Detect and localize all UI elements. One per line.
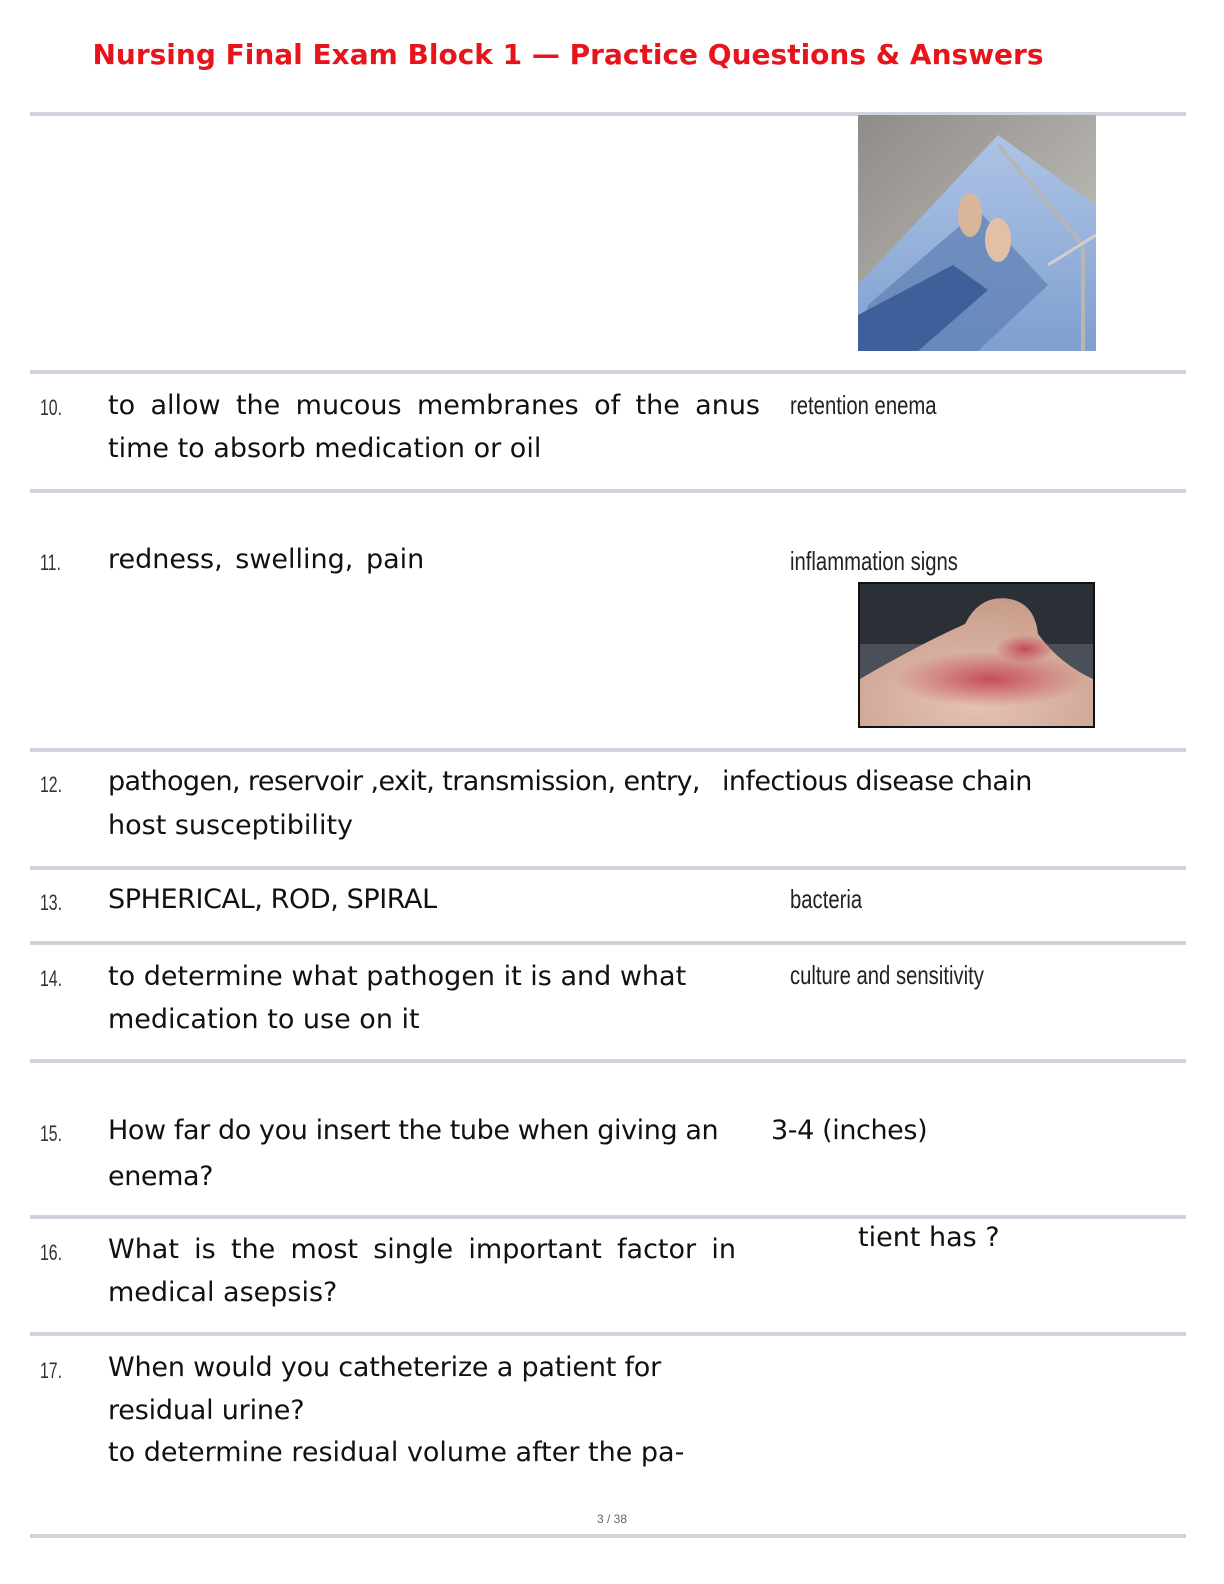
item-number: 13.: [40, 890, 63, 915]
divider: [30, 370, 1186, 374]
divider: [30, 1215, 1186, 1219]
divider: [30, 1059, 1186, 1063]
question-text: to allow the mucous membranes of the anus time to absorb medication or oil: [108, 390, 760, 464]
bed-cradle-photo: [858, 115, 1096, 351]
question-text: redness, swelling, pain: [108, 544, 425, 575]
divider: [30, 748, 1186, 752]
item-number: 12.: [40, 772, 63, 797]
divider: [30, 941, 1186, 945]
answer-text: tient has ?: [858, 1222, 1000, 1253]
question-text: SPHERICAL, ROD, SPIRAL: [108, 884, 437, 915]
answer-text: retention enema: [790, 390, 937, 420]
item-number: 16.: [40, 1240, 63, 1265]
question-text: pathogen, reservoir ,exit, transmission, entry,: [108, 766, 700, 797]
answer-text: inflammation signs: [790, 546, 958, 576]
answer-text: infectious disease chain: [722, 766, 1032, 797]
item-number: 14.: [40, 966, 63, 991]
page-title: Nursing Final Exam Block 1 — Practice Questions & Answers: [92, 38, 1044, 71]
divider: [30, 1534, 1186, 1538]
answer-text: 3-4 (inches): [771, 1115, 928, 1146]
question-text: host susceptibility: [108, 810, 354, 841]
item-number: 17.: [40, 1358, 63, 1383]
question-text: to determine what pathogen it is and what medication to use on it: [108, 961, 687, 1035]
page-number: 3 / 38: [596, 1512, 628, 1526]
divider: [30, 489, 1186, 493]
answer-text: bacteria: [790, 884, 863, 914]
item-number: 15.: [40, 1121, 63, 1146]
item-number: 11.: [40, 550, 61, 575]
question-text: What is the most single important factor in medical asepsis?: [108, 1234, 736, 1308]
answer-text: culture and sensitivity: [790, 960, 984, 990]
divider: [30, 1332, 1186, 1336]
question-text: How far do you insert the tube when giving an enema?: [108, 1115, 719, 1192]
inflammation-photo: [858, 582, 1095, 728]
divider: [30, 866, 1186, 870]
question-text: When would you catheterize a patient for residual urine?: [108, 1352, 662, 1426]
answer-text: to determine residual volume after the pa-: [108, 1437, 685, 1468]
item-number: 10.: [40, 395, 63, 420]
